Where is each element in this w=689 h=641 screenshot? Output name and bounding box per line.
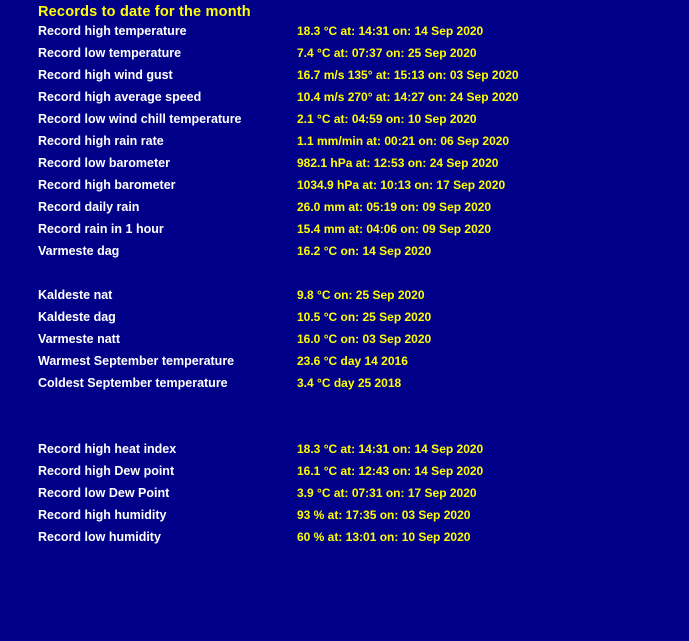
record-label: Kaldeste dag: [38, 310, 116, 324]
record-label: Varmeste natt: [38, 332, 120, 346]
record-label: Record rain in 1 hour: [38, 222, 164, 236]
record-value: 18.3 °C at: 14:31 on: 14 Sep 2020: [297, 442, 484, 456]
record-row: [0, 438, 689, 460]
record-row: [0, 42, 689, 64]
records-list: [0, 20, 689, 548]
record-label: Coldest September temperature: [38, 376, 228, 390]
record-value: 10.4 m/s 270° at: 14:27 on: 24 Sep 2020: [297, 90, 519, 104]
record-row: [0, 86, 689, 108]
record-row: [0, 482, 689, 504]
record-label: Record daily rain: [38, 200, 140, 214]
record-row: [0, 284, 689, 306]
record-row: [0, 218, 689, 240]
record-row: [0, 460, 689, 482]
record-value: 7.4 °C at: 07:37 on: 25 Sep 2020: [297, 46, 477, 60]
record-label: Record low Dew Point: [38, 486, 170, 500]
record-label: Record high Dew point: [38, 464, 175, 478]
record-row: [0, 174, 689, 196]
record-value: 3.4 °C day 25 2018: [297, 376, 402, 390]
row-spacer: [0, 262, 689, 284]
record-label: Kaldeste nat: [38, 288, 113, 302]
page-title: Records to date for the month: [38, 4, 251, 20]
record-label: Record low humidity: [38, 530, 161, 544]
record-row: [0, 152, 689, 174]
record-row: [0, 196, 689, 218]
record-value: 16.7 m/s 135° at: 15:13 on: 03 Sep 2020: [297, 68, 519, 82]
record-row: [0, 504, 689, 526]
record-value: 10.5 °C on: 25 Sep 2020: [297, 310, 432, 324]
record-value: 1.1 mm/min at: 00:21 on: 06 Sep 2020: [297, 134, 510, 148]
record-label: Record high temperature: [38, 24, 187, 38]
record-label: Record low barometer: [38, 156, 170, 170]
record-value: 1034.9 hPa at: 10:13 on: 17 Sep 2020: [297, 178, 506, 192]
record-row: [0, 350, 689, 372]
record-row: [0, 108, 689, 130]
record-row: [0, 130, 689, 152]
record-label: Record low temperature: [38, 46, 182, 60]
record-value: 23.6 °C day 14 2016: [297, 354, 408, 368]
record-row: [0, 20, 689, 42]
record-row: [0, 240, 689, 262]
record-value: 26.0 mm at: 05:19 on: 09 Sep 2020: [297, 200, 492, 214]
record-row: [0, 306, 689, 328]
row-spacer: [0, 416, 689, 438]
record-label: Record high heat index: [38, 442, 177, 456]
record-value: 16.1 °C at: 12:43 on: 14 Sep 2020: [297, 464, 484, 478]
record-value: 16.2 °C on: 14 Sep 2020: [297, 244, 432, 258]
record-label: Record high humidity: [38, 508, 167, 522]
record-value: 60 % at: 13:01 on: 10 Sep 2020: [297, 530, 471, 544]
record-value: 982.1 hPa at: 12:53 on: 24 Sep 2020: [297, 156, 499, 170]
record-label: Warmest September temperature: [38, 354, 235, 368]
record-label: Record high average speed: [38, 90, 202, 104]
record-row: [0, 64, 689, 86]
record-row: [0, 328, 689, 350]
row-spacer: [0, 394, 689, 416]
record-label: Record high barometer: [38, 178, 176, 192]
record-label: Record low wind chill temperature: [38, 112, 242, 126]
record-label: Record high wind gust: [38, 68, 173, 82]
record-value: 93 % at: 17:35 on: 03 Sep 2020: [297, 508, 471, 522]
record-value: 3.9 °C at: 07:31 on: 17 Sep 2020: [297, 486, 477, 500]
record-value: 18.3 °C at: 14:31 on: 14 Sep 2020: [297, 24, 484, 38]
record-value: 15.4 mm at: 04:06 on: 09 Sep 2020: [297, 222, 492, 236]
record-label: Record high rain rate: [38, 134, 164, 148]
record-label: Varmeste dag: [38, 244, 120, 258]
record-row: [0, 372, 689, 394]
record-value: 2.1 °C at: 04:59 on: 10 Sep 2020: [297, 112, 477, 126]
record-value: 16.0 °C on: 03 Sep 2020: [297, 332, 432, 346]
record-row: [0, 526, 689, 548]
record-value: 9.8 °C on: 25 Sep 2020: [297, 288, 425, 302]
